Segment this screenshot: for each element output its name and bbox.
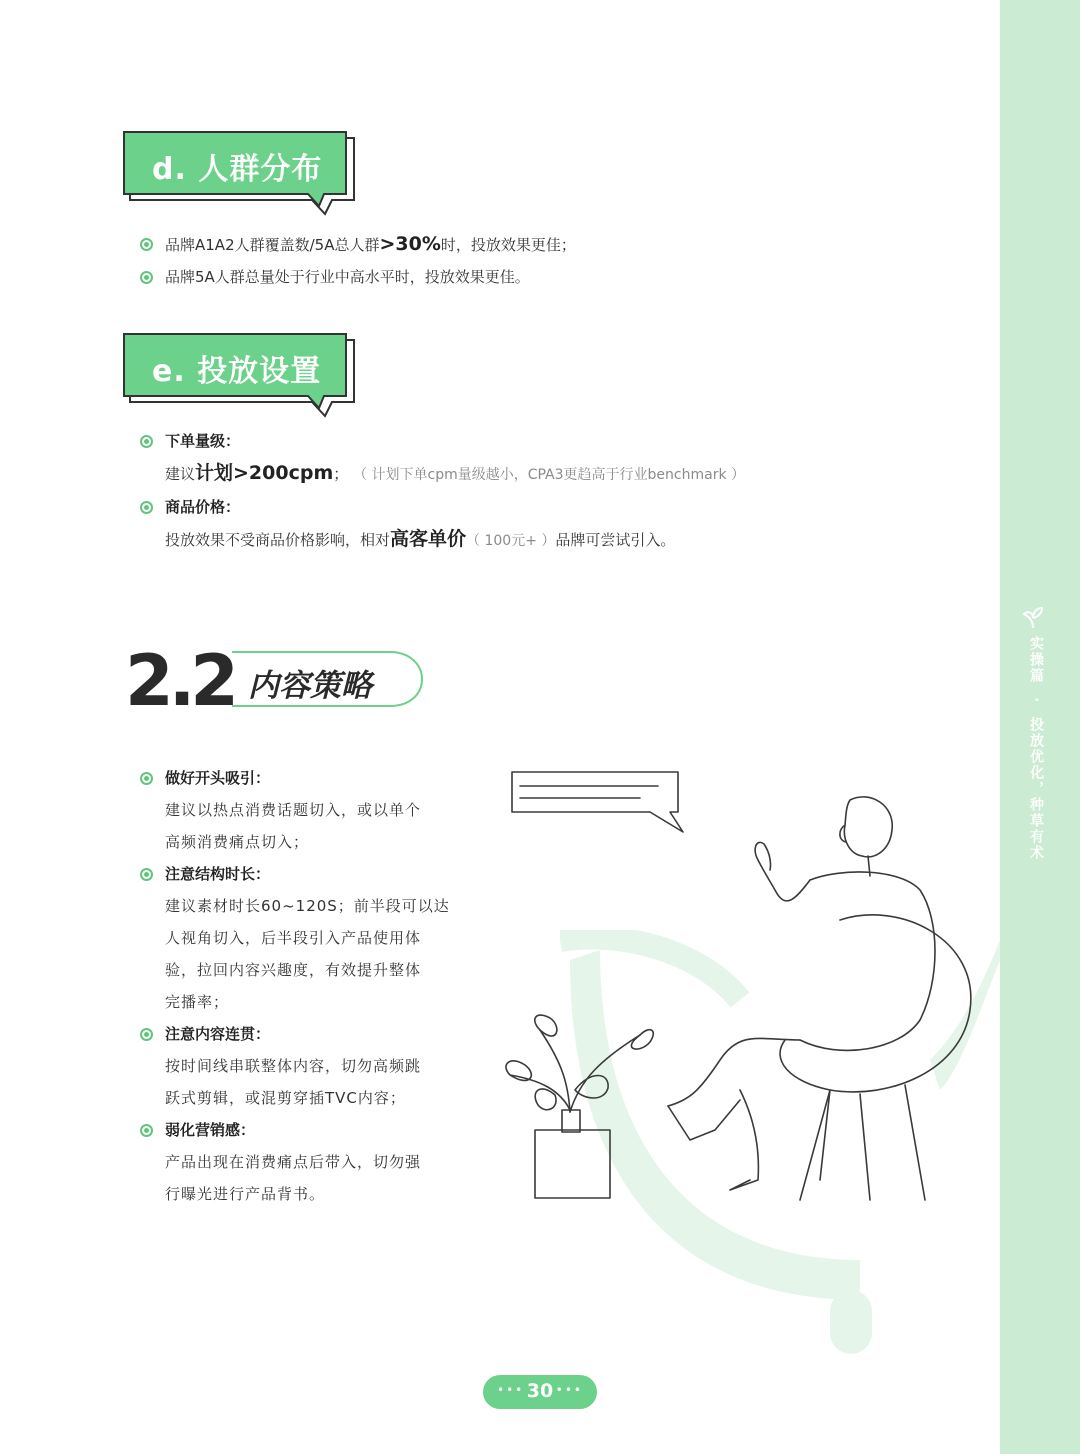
item-line: 高频消费痛点切入； bbox=[165, 833, 310, 851]
item-line: 完播率； bbox=[165, 993, 230, 1011]
order-note: （ 计划下单cpm量级越小，CPA3更趋高于行业benchmark ） bbox=[353, 467, 746, 483]
item-line: 验，拉回内容兴趣度，有效提升整体 bbox=[165, 961, 422, 979]
item-line: 行曝光进行产品背书。 bbox=[165, 1185, 326, 1203]
list-item bbox=[140, 1114, 450, 1146]
bullet-icon bbox=[140, 1124, 153, 1137]
bullet-icon bbox=[140, 501, 153, 514]
bullet-highlight: >30% bbox=[379, 233, 441, 255]
list-item bbox=[140, 425, 745, 457]
item-line: 建议以热点消费话题切入，或以单个 bbox=[165, 801, 422, 819]
bullet-text: 品牌5A人群总量处于行业中高水平时，投放效果更佳。 bbox=[165, 268, 530, 286]
page-dots-left: ••• bbox=[497, 1383, 525, 1397]
speech-bubble-icon bbox=[512, 772, 683, 832]
order-highlight: 计划>200cpm bbox=[195, 462, 334, 484]
bullet-icon bbox=[140, 1028, 153, 1041]
list-item bbox=[140, 261, 576, 293]
item-title: 注意内容连贯： bbox=[165, 1025, 271, 1043]
item-line: 跃式剪辑，或混剪穿插TVC内容； bbox=[165, 1089, 406, 1107]
section-d-bullets bbox=[140, 228, 576, 293]
item-line: 建议素材时长60~120S；前半段可以达 bbox=[165, 897, 450, 915]
list-item bbox=[140, 858, 450, 890]
bullet-icon bbox=[140, 868, 153, 881]
section-number: 2.2 bbox=[125, 640, 235, 722]
item-line: 按时间线串联整体内容，切勿高频跳 bbox=[165, 1057, 422, 1075]
section-e-title: e. 投放设置 bbox=[152, 354, 322, 389]
item-line: 人视角切入，后半段引入产品使用体 bbox=[165, 929, 422, 947]
list-item-detail bbox=[140, 457, 745, 491]
list-item-detail bbox=[140, 523, 745, 557]
section-d-title: d. 人群分布 bbox=[152, 152, 323, 187]
item-title: 注意结构时长： bbox=[165, 865, 271, 883]
bullet-icon bbox=[140, 772, 153, 785]
item-line: 产品出现在消费痛点后带入，切勿强 bbox=[165, 1153, 422, 1171]
order-post: ； bbox=[333, 465, 349, 483]
sidebar-subtitle: 投放优化，种草有术 bbox=[1028, 717, 1044, 862]
sidebar-label bbox=[1020, 636, 1046, 861]
price-highlight: 高客单价 bbox=[390, 528, 467, 550]
bullet-icon bbox=[140, 435, 153, 448]
page-number: 30 bbox=[526, 1380, 554, 1402]
price-post: 品牌可尝试引入。 bbox=[555, 531, 676, 549]
bullet-icon bbox=[140, 271, 153, 284]
bullet-text: 品牌A1A2人群覆盖数/5A总人群 bbox=[165, 236, 380, 254]
item-title: 做好开头吸引： bbox=[165, 769, 271, 787]
page-number-badge bbox=[483, 1375, 597, 1409]
list-item bbox=[140, 491, 745, 523]
leaf-icon bbox=[1022, 604, 1044, 630]
section-e-bullets bbox=[140, 425, 745, 557]
list-item bbox=[140, 762, 450, 794]
list-item bbox=[140, 1018, 450, 1050]
item-title: 弱化营销感： bbox=[165, 1121, 256, 1139]
list-item bbox=[140, 228, 576, 261]
person-chair-illustration bbox=[500, 760, 980, 1210]
section-title: 内容策略 bbox=[248, 668, 372, 704]
price-title: 商品价格： bbox=[165, 498, 241, 516]
section-e-header bbox=[122, 332, 357, 418]
price-note: （ 100元+ ） bbox=[466, 533, 556, 549]
sidebar-chapter: 实操篇 bbox=[1028, 636, 1044, 684]
bullet-text-end: 时，投放效果更佳； bbox=[440, 236, 576, 254]
content-strategy-list bbox=[140, 762, 450, 1210]
order-title: 下单量级： bbox=[165, 432, 241, 450]
page-dots-right: ••• bbox=[555, 1383, 583, 1397]
price-pre: 投放效果不受商品价格影响，相对 bbox=[165, 531, 391, 549]
bullet-icon bbox=[140, 238, 153, 251]
section-d-header bbox=[122, 130, 357, 216]
sidebar-separator: · bbox=[1028, 696, 1044, 705]
order-pre: 建议 bbox=[165, 465, 196, 483]
